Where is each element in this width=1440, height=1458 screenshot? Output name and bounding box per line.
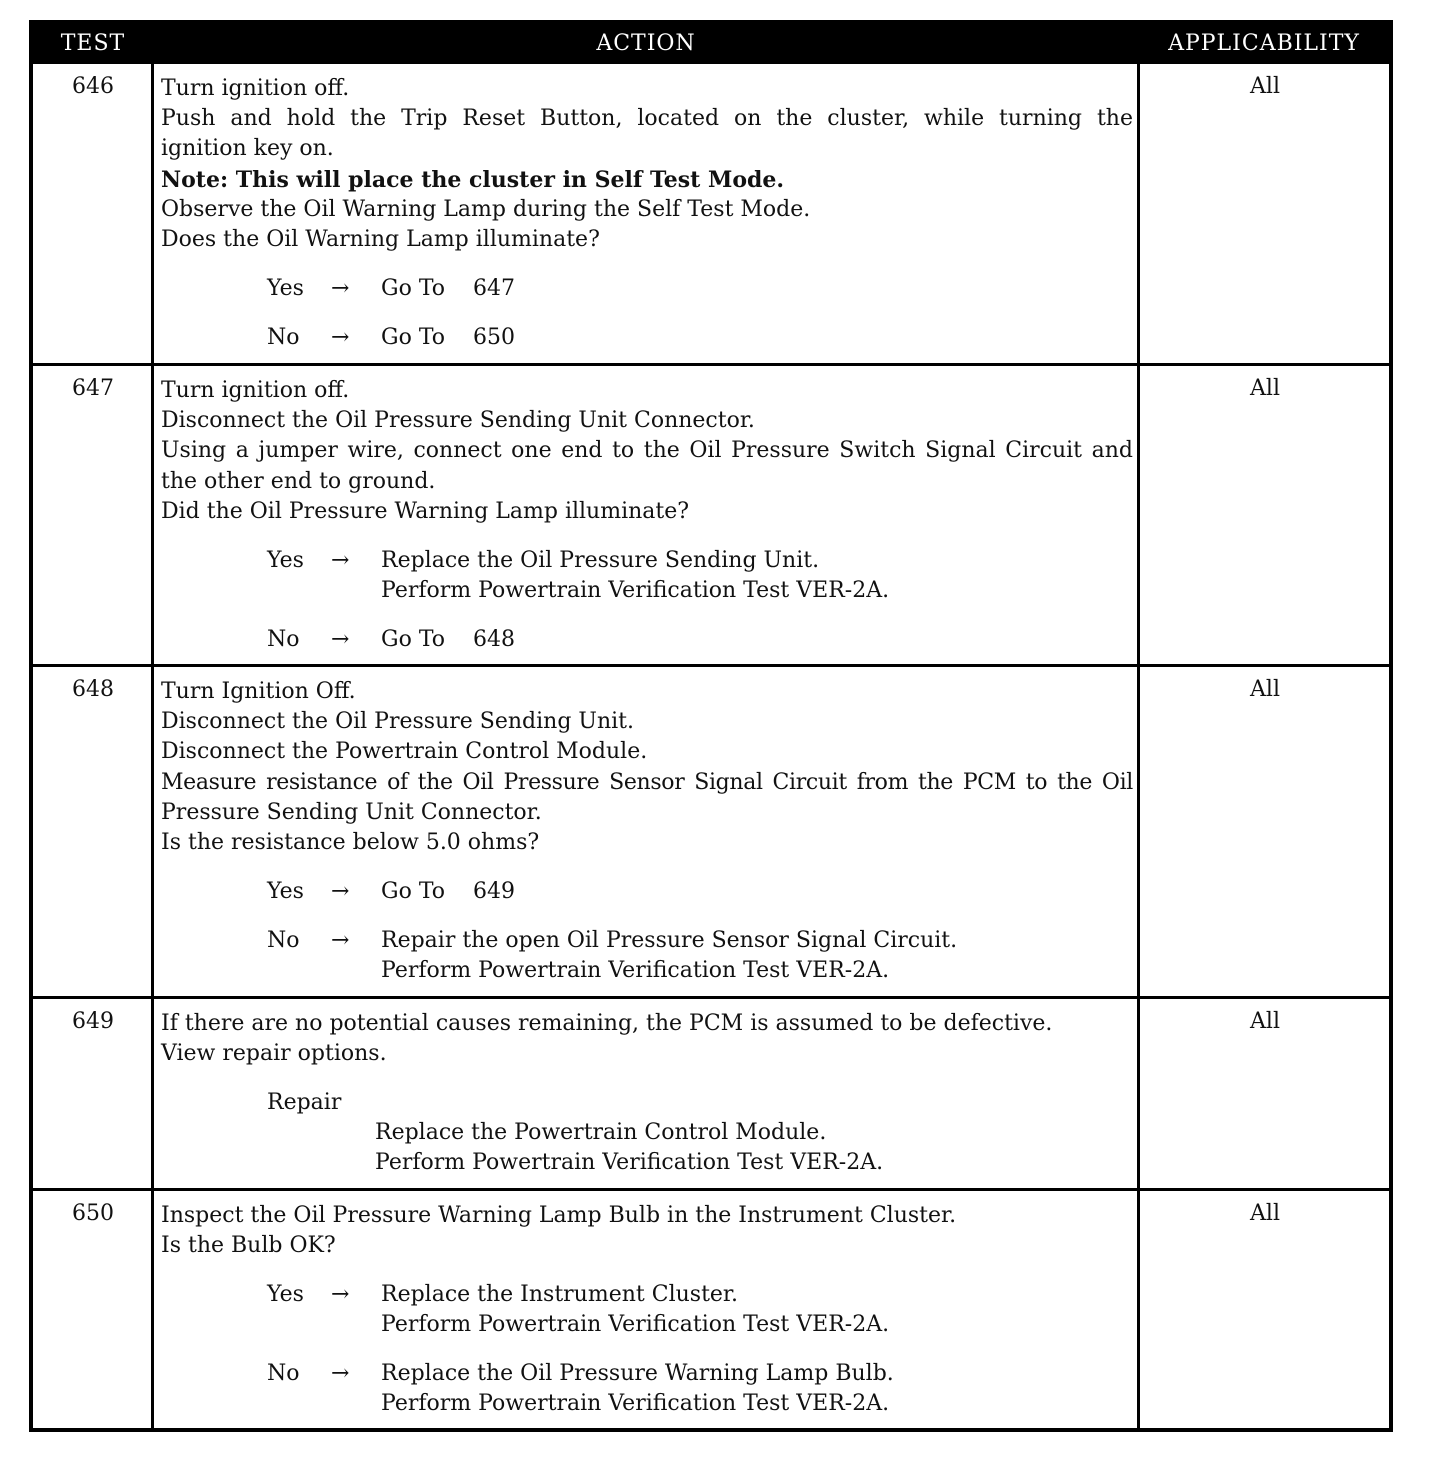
test-row-647	[33, 366, 1389, 664]
yes-label: Yes	[267, 548, 304, 574]
action-line: Disconnect the Oil Pressure Sending Unit Connector.	[161, 408, 755, 434]
no-result	[161, 625, 1133, 655]
goto-text: Go To	[381, 879, 446, 905]
test-row-649	[33, 999, 1389, 1188]
test-row-646	[33, 64, 1389, 363]
test-number: 649	[72, 1009, 114, 1034]
action-line: If there are no potential causes remaining, the PCM is assumed to be defective.	[161, 1011, 1053, 1036]
test-number: 646	[72, 74, 114, 99]
goto-text: Go To	[381, 276, 446, 302]
arrow-icon: →	[331, 928, 350, 954]
header-test: TEST	[60, 31, 126, 56]
action-line: Disconnect the Powertrain Control Module.	[161, 739, 648, 765]
arrow-icon: →	[331, 1282, 350, 1308]
goto-target: 648	[473, 627, 515, 653]
yes-result	[161, 1280, 1133, 1340]
test-action	[161, 1201, 1133, 1419]
yes-result	[161, 274, 1133, 304]
test-action	[161, 677, 1133, 986]
action-line: Turn ignition off.	[161, 378, 350, 403]
arrow-icon: →	[331, 879, 350, 905]
result-line: Replace the Oil Pressure Warning Lamp Bulb.	[381, 1361, 894, 1387]
test-row-648	[33, 667, 1389, 996]
applicability-value: All	[1250, 1201, 1280, 1226]
yes-result	[161, 546, 1133, 606]
goto-text: Go To	[381, 325, 446, 351]
no-result	[161, 323, 1133, 353]
action-line: Is the Bulb OK?	[161, 1233, 336, 1259]
test-number: 647	[72, 376, 114, 401]
arrow-icon: →	[331, 1361, 350, 1387]
test-row-650	[33, 1191, 1389, 1428]
result-line: Repair the open Oil Pressure Sensor Signal Circuit.	[381, 928, 958, 954]
test-action	[161, 1009, 1133, 1178]
action-line: Turn ignition off.	[161, 76, 350, 101]
goto-target: 650	[473, 325, 515, 351]
action-line: Measure resistance of the Oil Pressure Sensor Signal Circuit from the PCM to the Oil	[161, 769, 1133, 795]
action-line: ignition key on.	[161, 136, 334, 162]
action-line: Does the Oil Warning Lamp illuminate?	[161, 227, 600, 253]
arrow-icon: →	[331, 276, 350, 302]
test-action	[161, 74, 1133, 353]
no-label: No	[267, 928, 300, 954]
table-header	[33, 24, 1389, 64]
result-line: Perform Powertrain Verification Test VER-2A.	[381, 1391, 890, 1417]
arrow-icon: →	[331, 627, 350, 653]
no-result	[161, 926, 1133, 986]
yes-label: Yes	[267, 1282, 304, 1308]
repair-label: Repair	[267, 1090, 342, 1116]
result-line: Perform Powertrain Verification Test VER-2A.	[381, 578, 890, 604]
repair-options	[161, 1088, 1133, 1178]
action-line: Did the Oil Pressure Warning Lamp illuminate?	[161, 498, 690, 524]
action-line: Push and hold the Trip Reset Button, located on the cluster, while turning the	[161, 106, 1133, 132]
no-label: No	[267, 1361, 300, 1387]
no-label: No	[267, 627, 300, 653]
action-line: Turn Ignition Off.	[161, 679, 356, 704]
no-label: No	[267, 325, 300, 351]
action-line: the other end to ground.	[161, 468, 436, 494]
goto-target: 649	[473, 879, 515, 905]
applicability-value: All	[1250, 74, 1280, 99]
test-number: 648	[72, 677, 114, 702]
arrow-icon: →	[331, 548, 350, 574]
repair-line: Replace the Powertrain Control Module.	[375, 1120, 827, 1146]
applicability-value: All	[1250, 677, 1280, 702]
action-line: Is the resistance below 5.0 ohms?	[161, 830, 540, 856]
action-line: Pressure Sending Unit Connector.	[161, 799, 542, 825]
goto-target: 647	[473, 276, 515, 302]
result-line: Replace the Instrument Cluster.	[381, 1282, 739, 1308]
action-line: Using a jumper wire, connect one end to the Oil Pressure Switch Signal Circuit and	[161, 438, 1133, 464]
note-line: Note: This will place the cluster in Self Test Mode.	[161, 166, 785, 193]
result-line: Replace the Oil Pressure Sending Unit.	[381, 548, 820, 574]
goto-text: Go To	[381, 627, 446, 653]
result-line: Perform Powertrain Verification Test VER-2A.	[381, 1312, 890, 1338]
diagnostic-table	[29, 20, 1393, 1432]
header-action: ACTION	[596, 31, 696, 56]
header-applicability: APPLICABILITY	[1168, 31, 1360, 56]
action-line: Observe the Oil Warning Lamp during the Self Test Mode.	[161, 196, 811, 222]
test-number: 650	[72, 1201, 114, 1226]
arrow-icon: →	[331, 325, 350, 351]
action-line: View repair options.	[161, 1041, 387, 1067]
applicability-value: All	[1250, 1009, 1280, 1034]
test-action	[161, 376, 1133, 655]
yes-result	[161, 877, 1133, 907]
action-line: Inspect the Oil Pressure Warning Lamp Bulb in the Instrument Cluster.	[161, 1203, 957, 1228]
applicability-value: All	[1250, 376, 1280, 401]
no-result	[161, 1359, 1133, 1419]
action-line: Disconnect the Oil Pressure Sending Unit.	[161, 709, 634, 735]
yes-label: Yes	[267, 276, 304, 302]
result-line: Perform Powertrain Verification Test VER-2A.	[381, 958, 890, 984]
yes-label: Yes	[267, 879, 304, 905]
repair-line: Perform Powertrain Verification Test VER-2A.	[375, 1150, 884, 1176]
